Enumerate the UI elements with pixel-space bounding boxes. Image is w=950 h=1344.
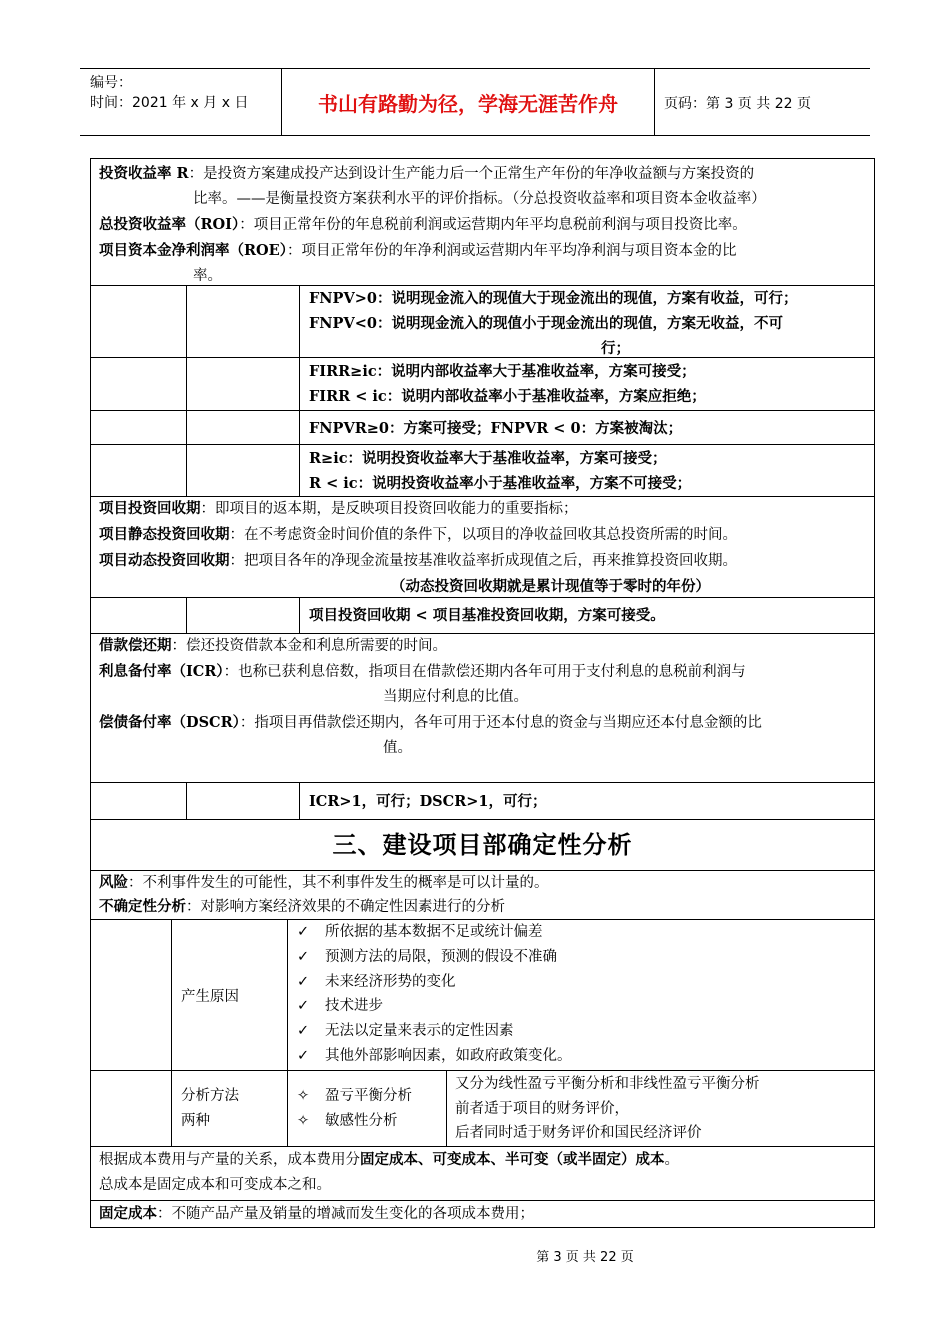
table-row bbox=[91, 445, 874, 497]
criteria-table bbox=[90, 285, 875, 497]
roi-definitions bbox=[90, 158, 875, 286]
page-footer: 第 3 页 共 22 页 bbox=[536, 1250, 634, 1265]
check-icon: ✓ bbox=[297, 924, 310, 940]
roi-def-2: 比率。——是衡量投资方案获利水平的评价指标。（分总投资收益率和项目资本金收益率） bbox=[193, 191, 766, 207]
repayment-term: 借款偿还期 bbox=[99, 637, 172, 654]
repayment-def: ：偿还投资借款本金和利息所需要的时间。 bbox=[171, 638, 447, 654]
r-accept: R≥ic：说明投资收益率大于基准收益率，方案可接受； bbox=[309, 450, 667, 467]
check-icon: ✓ bbox=[297, 1023, 310, 1040]
list-item: ✓ 所依据的基本数据不足或统计偏差 bbox=[297, 920, 572, 945]
list-item: ✓ 无法以定量来表示的定性因素 bbox=[297, 1019, 572, 1044]
r-reject: R < ic：说明投资收益率小于基准收益率，方案不可接受； bbox=[309, 475, 692, 492]
uncertainty-def: ：对影响方案经济效果的不确定性因素进行的分析 bbox=[186, 899, 505, 915]
fixed-cost bbox=[90, 1200, 875, 1228]
static-payback-def: ：在不考虑资金时间价值的条件下，以项目的净收益回收其总投资所需的时间。 bbox=[229, 527, 737, 543]
number-label: 编号： bbox=[90, 75, 132, 91]
list-item: ✓ 预测方法的局限，预测的假设不准确 bbox=[297, 945, 572, 970]
list-item: ✓ 技术进步 bbox=[297, 994, 572, 1019]
causes-list bbox=[297, 920, 572, 1069]
list-item: ✧ 盈亏平衡分析 bbox=[297, 1084, 412, 1109]
cost-classification: 根据成本费用与产量的关系，成本费用分固定成本、可变成本、半可变（或半固定）成本。 总成本是固定成本和可变成本之和。 bbox=[90, 1146, 875, 1201]
total-roi-term: 总投资收益率（ROI） bbox=[99, 216, 240, 233]
header-page-info: 页码：第 3 页 共 22 页 bbox=[664, 96, 811, 112]
payback-def: ：即项目的返本期，是反映项目投资回收能力的重要指标； bbox=[200, 501, 578, 517]
table-row bbox=[91, 411, 874, 445]
table-row bbox=[91, 1071, 874, 1147]
risk-def: ：不利事件发生的可能性，其不利事件发生的概率是可以计量的。 bbox=[128, 875, 549, 891]
causes-label: 产生原因 bbox=[181, 989, 239, 1005]
debt-definitions bbox=[90, 633, 875, 783]
methods-list bbox=[297, 1084, 412, 1134]
fnpv-negative: FNPV<0：说明现金流入的现值小于现金流出的现值，方案无收益，不可 bbox=[309, 315, 783, 332]
dynamic-payback-term: 项目动态投资回收期 bbox=[99, 552, 230, 569]
payback-criterion-table bbox=[90, 597, 875, 634]
fnpvr-criterion: FNPVR≥0：方案可接受；FNPVR < 0：方案被淘汰； bbox=[309, 420, 683, 437]
roi-def-1: ：是投资方案建成投产达到设计生产能力后一个正常生产年份的年净收益额与方案投资的 bbox=[188, 166, 755, 182]
dscr-def-a: ：指项目再借款偿还期内，各年可用于还本付息的资金与当期应还本付息金额的比 bbox=[239, 715, 762, 731]
time-label: 时间：2021 年 x 月 x 日 bbox=[90, 95, 249, 111]
table-row bbox=[91, 919, 874, 1071]
payback-definitions bbox=[90, 496, 875, 598]
icr-term: 利息备付率（ICR） bbox=[99, 663, 224, 680]
firr-accept: FIRR≥ic：说明内部收益率大于基准收益率，方案可接受； bbox=[309, 363, 696, 380]
debt-criterion-table bbox=[90, 782, 875, 820]
uncertainty-term: 不确定性分析 bbox=[99, 898, 186, 915]
icr-def-a: ：也称已获利息倍数，指项目在借款偿还期内各年可用于支付利息的息税前利润与 bbox=[223, 664, 746, 680]
methods-label: 分析方法 两种 bbox=[181, 1088, 239, 1129]
methods-description: 又分为线性盈亏平衡分析和非线性盈亏平衡分析 前者适于项目的财务评价， 后者同时适于财务评价和国民经济评价 bbox=[455, 1076, 760, 1141]
roe-def-1: ：项目正常年份的年净利润或运营期内年平均净利润与项目资本金的比 bbox=[286, 243, 737, 259]
cost-pre: 根据成本费用与产量的关系，成本费用分 bbox=[99, 1152, 360, 1168]
icr-def-b: 当期应付利息的比值。 bbox=[383, 689, 528, 705]
risk-term: 风险 bbox=[99, 874, 128, 891]
table-row bbox=[91, 285, 874, 358]
page-header bbox=[80, 68, 870, 136]
dscr-def-b: 值。 bbox=[383, 740, 412, 756]
firr-reject: FIRR < ic：说明内部收益率小于基准收益率，方案应拒绝； bbox=[309, 388, 706, 405]
table-row bbox=[91, 597, 874, 634]
section-3-header bbox=[90, 819, 875, 871]
dscr-term: 偿债备付率（DSCR） bbox=[99, 714, 240, 731]
roe-def-2: 率。 bbox=[193, 268, 222, 284]
total-roi-def: ：项目正常年份的年息税前利润或运营期内年平均息税前利润与项目投资比率。 bbox=[239, 217, 747, 233]
check-icon: ✓ bbox=[297, 948, 310, 965]
fixed-cost-term: 固定成本 bbox=[99, 1205, 157, 1222]
fnpv-negative-cont: 行； bbox=[601, 340, 630, 357]
check-icon: ✓ bbox=[297, 998, 310, 1015]
fixed-cost-def: ：不随产品产量及销量的增减而发生变化的各项成本费用； bbox=[157, 1206, 534, 1222]
table-row bbox=[91, 358, 874, 411]
dynamic-payback-note: （动态投资回收期就是累计现值等于零时的年份） bbox=[391, 578, 710, 595]
debt-criterion: ICR>1，可行；DSCR>1，可行； bbox=[309, 793, 547, 810]
roe-term: 项目资本金净利润率（ROE） bbox=[99, 242, 287, 259]
diamond-icon: ✧ bbox=[297, 1113, 310, 1129]
static-payback-term: 项目静态投资回收期 bbox=[99, 526, 230, 543]
diamond-icon: ✧ bbox=[297, 1088, 310, 1104]
check-icon: ✓ bbox=[297, 1047, 310, 1064]
roi-term: 投资收益率 R bbox=[99, 165, 189, 182]
list-item: ✓ 其他外部影响因素，如政府政策变化。 bbox=[297, 1044, 572, 1069]
payback-criterion: 项目投资回收期 < 项目基准投资回收期，方案可接受。 bbox=[309, 607, 665, 624]
list-item: ✧ 敏感性分析 bbox=[297, 1109, 412, 1134]
table-row bbox=[91, 782, 874, 820]
section-3-title: 三、建设项目部确定性分析 bbox=[332, 831, 633, 859]
uncertainty-definitions bbox=[90, 870, 875, 920]
header-meta bbox=[80, 69, 282, 135]
header-motto: 书山有路勤为径，学海无涯苦作舟 bbox=[282, 69, 655, 135]
uncertainty-table bbox=[90, 919, 875, 1147]
cost-types: 固定成本、可变成本、半可变（或半固定）成本 bbox=[360, 1151, 665, 1168]
total-cost: 总成本是固定成本和可变成本之和。 bbox=[99, 1177, 331, 1193]
check-icon: ✓ bbox=[297, 973, 310, 990]
dynamic-payback-def: ：把项目各年的净现金流量按基准收益率折成现值之后，再来推算投资回收期。 bbox=[229, 553, 737, 569]
fnpv-positive: FNPV>0：说明现金流入的现值大于现金流出的现值，方案有收益，可行； bbox=[309, 290, 798, 307]
payback-term: 项目投资回收期 bbox=[99, 500, 201, 517]
list-item: ✓ 未来经济形势的变化 bbox=[297, 970, 572, 995]
